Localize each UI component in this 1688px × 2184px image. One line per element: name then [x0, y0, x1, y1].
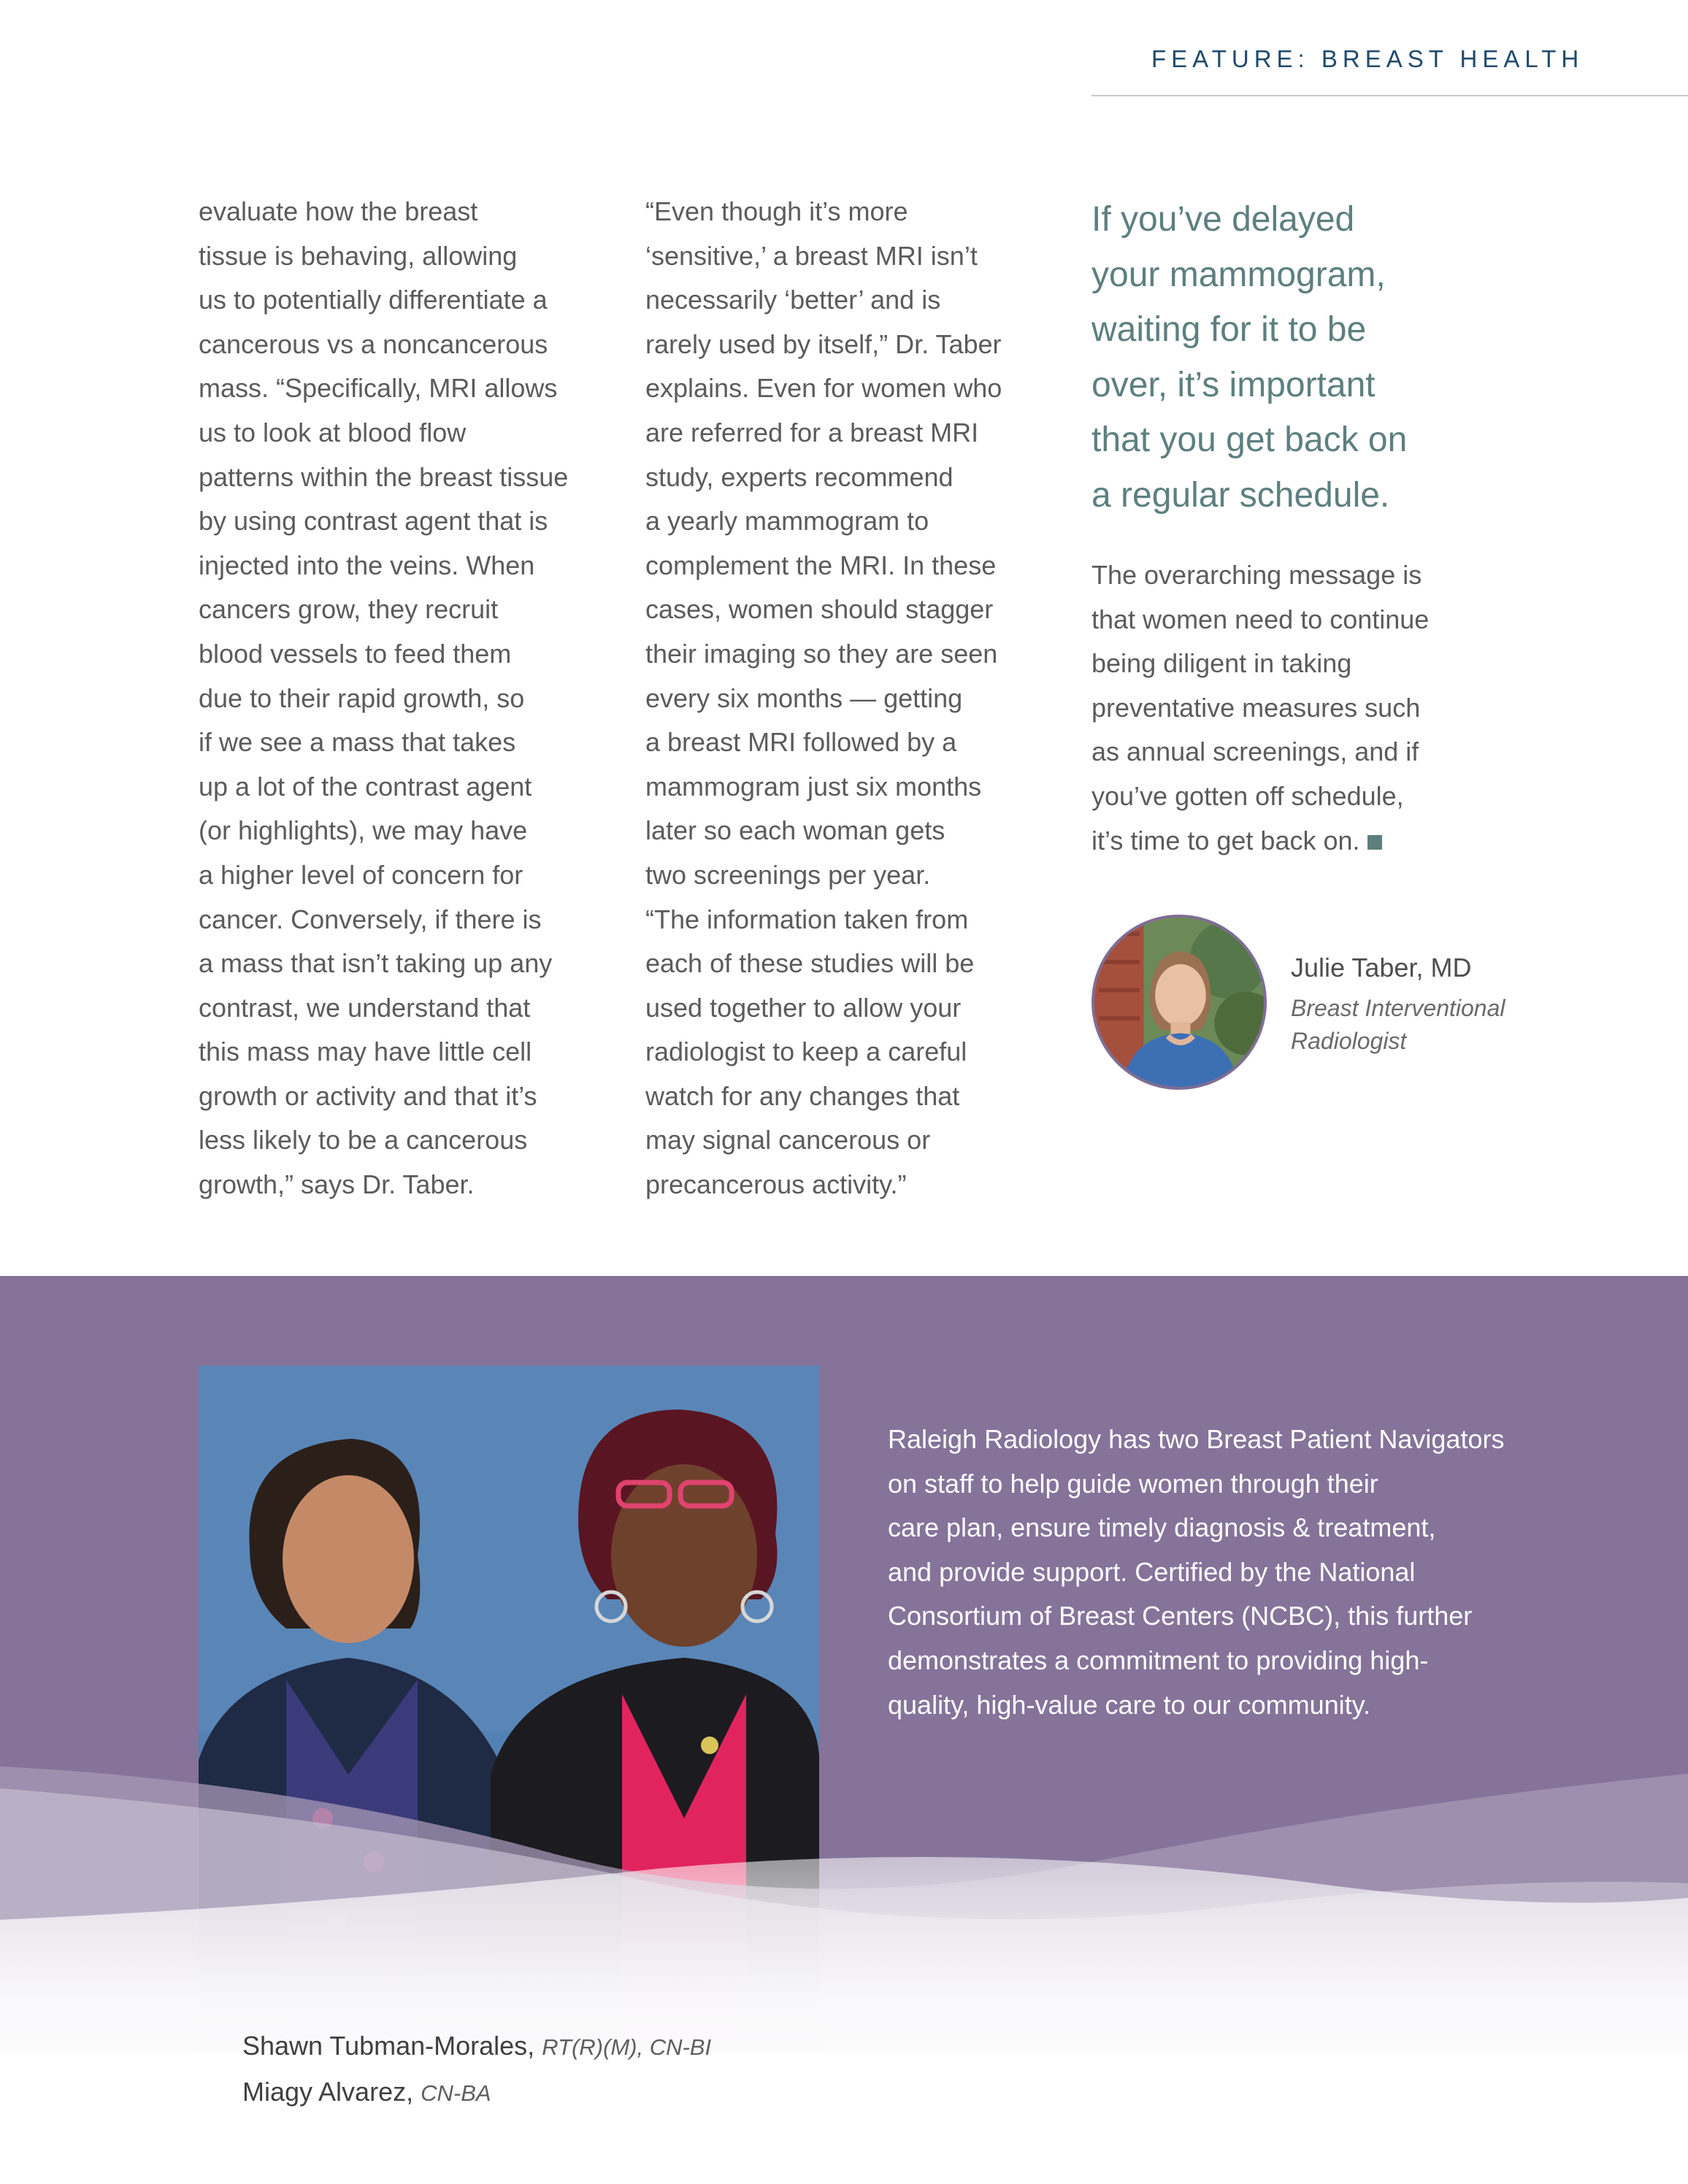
- text-line: if we see a mass that takes: [199, 727, 516, 758]
- caption-line: [242, 2023, 711, 2069]
- decorative-waves: [0, 1737, 1688, 2184]
- text-line: a yearly mammogram to: [645, 506, 929, 537]
- text-line: [1092, 819, 1530, 864]
- text-line: (or highlights), we may have: [199, 815, 528, 846]
- text-line: quality, high-value care to our community.: [888, 1689, 1370, 1720]
- section-header: [1092, 45, 1688, 96]
- text-line: preventative measures such: [1092, 692, 1421, 723]
- text-line: demonstrates a commitment to providing high-: [888, 1645, 1429, 1675]
- text-line: by using contrast agent that is: [199, 506, 548, 537]
- text-line: used together to allow your: [645, 992, 962, 1023]
- navigators-blurb: [888, 1418, 1618, 1727]
- doctor-portrait-illustration: [1094, 918, 1264, 1087]
- doctor-title-line: Breast Interventional: [1291, 995, 1505, 1021]
- doctor-portrait: [1092, 915, 1267, 1090]
- text-line: complement the MRI. In these: [645, 550, 997, 580]
- text-line: two screenings per year.: [645, 859, 931, 890]
- text-line: mammogram just six months: [645, 771, 982, 801]
- text-line: tissue is behaving, allowing: [199, 240, 518, 271]
- text-line: watch for any changes that: [645, 1080, 960, 1111]
- caption-credentials: RT(R)(M), CN-BI: [542, 2034, 712, 2060]
- pull-quote-line: If you’ve delayed: [1092, 200, 1355, 239]
- text-line: each of these studies will be: [645, 948, 975, 979]
- end-of-article-mark-icon: [1367, 835, 1382, 850]
- text-line: that women need to continue: [1092, 604, 1430, 634]
- text-line: as annual screenings, and if: [1092, 737, 1419, 767]
- text-line: a mass that isn’t taking up any: [199, 948, 553, 979]
- text-line: precancerous activity.”: [645, 1169, 907, 1200]
- text-line: may signal cancerous or: [645, 1125, 931, 1156]
- pull-quote-line: waiting for it to be: [1092, 310, 1367, 349]
- text-line: rarely used by itself,” Dr. Taber: [645, 328, 1002, 359]
- text-line: you’ve gotten off schedule,: [1092, 780, 1404, 811]
- text-line: a higher level of concern for: [199, 859, 523, 890]
- text-line: up a lot of the contrast agent: [199, 771, 532, 801]
- pull-quote: [1092, 192, 1530, 523]
- text-line: cancers grow, they recruit: [199, 594, 499, 625]
- caption-name: Miagy Alvarez,: [242, 2077, 414, 2107]
- text-line: “The information taken from: [645, 904, 969, 934]
- caption-credentials: CN-BA: [421, 2080, 491, 2106]
- article-column-3: [1092, 190, 1530, 863]
- text-line: due to their rapid growth, so: [199, 682, 525, 713]
- text-line: ‘sensitive,’ a breast MRI isn’t: [645, 240, 978, 271]
- text-line: us to potentially differentiate a: [199, 285, 548, 315]
- text-line: study, experts recommend: [645, 461, 954, 492]
- text-line: cases, women should stagger: [645, 594, 994, 625]
- text-line: this mass may have little cell: [199, 1037, 532, 1067]
- text-line: being diligent in taking: [1092, 648, 1352, 679]
- text-line: later so each woman gets: [645, 815, 945, 846]
- text-line: Consortium of Breast Centers (NCBC), this further: [888, 1601, 1473, 1631]
- section-label: FEATURE: BREAST HEALTH: [1151, 45, 1584, 72]
- doctor-title-line: Radiologist: [1291, 1028, 1407, 1054]
- text-line: every six months — getting: [645, 682, 963, 713]
- caption-name: Shawn Tubman-Morales,: [242, 2031, 535, 2061]
- doctor-name: Julie Taber, MD: [1291, 953, 1472, 983]
- text-line: patterns within the breast tissue: [199, 461, 569, 492]
- article-column-2: [645, 190, 1083, 1207]
- text-line: and provide support. Certified by the National: [888, 1556, 1416, 1587]
- text-line: evaluate how the breast: [199, 196, 478, 226]
- pull-quote-line: a regular schedule.: [1092, 475, 1390, 515]
- text-line: Raleigh Radiology has two Breast Patient Navigators: [888, 1424, 1505, 1454]
- doctor-title: [1291, 992, 1505, 1058]
- text-line: explains. Even for women who: [645, 373, 1002, 404]
- text-line: their imaging so they are seen: [645, 638, 998, 669]
- text-line: are referred for a breast MRI: [645, 417, 979, 447]
- article-column-1: [199, 190, 637, 1207]
- text-line: growth,” says Dr. Taber.: [199, 1169, 475, 1200]
- final-line-text: it’s time to get back on.: [1092, 825, 1360, 855]
- text-line: mass. “Specifically, MRI allows: [199, 373, 558, 404]
- text-line: cancer. Conversely, if there is: [199, 904, 542, 934]
- pull-quote-line: over, it’s important: [1092, 365, 1376, 404]
- text-line: radiologist to keep a careful: [645, 1037, 967, 1067]
- text-line: care plan, ensure timely diagnosis & treatment,: [888, 1512, 1436, 1543]
- text-line: us to look at blood flow: [199, 417, 467, 447]
- text-line: necessarily ‘better’ and is: [645, 285, 941, 315]
- closing-paragraph: [1092, 553, 1530, 863]
- text-line: contrast, we understand that: [199, 992, 531, 1023]
- pull-quote-line: that you get back on: [1092, 420, 1408, 459]
- pull-quote-line: your mammogram,: [1092, 255, 1386, 294]
- text-line: on staff to help guide women through their: [888, 1468, 1378, 1499]
- text-line: a breast MRI followed by a: [645, 727, 957, 758]
- text-line: “Even though it’s more: [645, 196, 908, 226]
- text-line: less likely to be a cancerous: [199, 1125, 528, 1156]
- text-line: The overarching message is: [1092, 560, 1422, 590]
- doctor-profile: [1092, 915, 1603, 1090]
- caption-line: [242, 2069, 711, 2115]
- text-line: blood vessels to feed them: [199, 638, 512, 669]
- text-line: cancerous vs a noncancerous: [199, 328, 548, 359]
- text-line: injected into the veins. When: [199, 550, 535, 580]
- text-line: growth or activity and that it’s: [199, 1080, 537, 1111]
- photo-captions: [242, 2023, 711, 2115]
